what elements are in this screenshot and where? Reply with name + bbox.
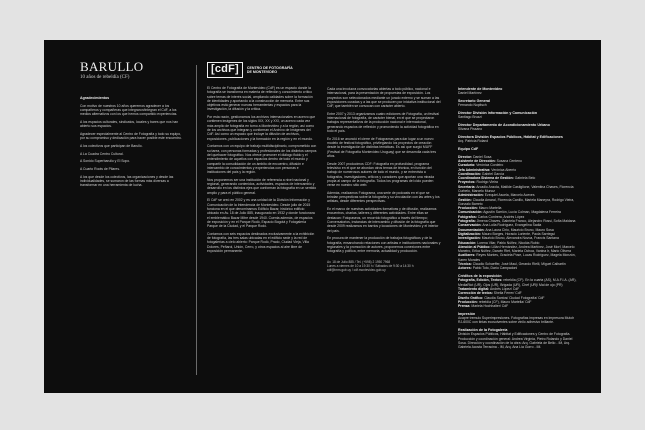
credit-line: Tratamiento digital: Andrés López/ CdF [458, 286, 520, 291]
authority-role: Director División Información y Comunicación [458, 110, 538, 115]
credit-line: Corrección de textos: Sheila Ferrer/ CdF [458, 291, 522, 296]
staff-line: Atención al Público: Lilián Hernández, Andrea Martínez, José Morf, Marcelo Maneiro, Erika Núñez, Darwin Riet, Mariela Ochoa, Vanina Ir, Mario Olivera [458, 244, 575, 254]
document-panel [44, 40, 601, 393]
about-paragraph: El CdF se creó en 2002 y es una unidad de la División Información y Comunicación de la Intendencia de Montevideo. Desde julio de 2015 funciona en el que denominamos Edificio Bazar, histórico edificio ubicado en Av. 18 de Julio 885, inaugurado en 1932 y donde funcionara el emblemático Bazar Mitre desde 1940. Cuenta además, de espacios de exposición y en el Parque Rodó, Espacio Bogotá y Fotogalería Parque de la Ciudad, y el Parque Rodó. [207, 198, 315, 229]
activities-column [327, 87, 441, 272]
staff-line: Gestión: Claudia Amaral, Florencia Canillo, Mariela Maneyra, Rodrigo Vieira, Gonzalo Barreto [458, 197, 575, 206]
contact-footer [327, 260, 441, 272]
acknowledgement-paragraph: A Sonido Superbarullo y El Sopo. [80, 159, 131, 164]
cdf-logo-mark: [cdF] [207, 62, 243, 78]
activities-paragraph: En el marco de nuestras actividades formativas y de difusión, realizamos encuentros, charlas, talleres y diferentes actividades. Entre ellas se destacan: Fotopaseos, un recorrido fotográfico a través del tiempo; Conversatorios, instancias de intercambio y difusión de la fotografía que desde 2009 realizamos en barrios y locaciones de Montevideo y el interior del país. [327, 207, 439, 233]
printing-heading: Impresión [458, 311, 476, 316]
credit-line: Diseño Gráfico: Claudia Santos/ Ciudad Fotografía/ CdF [458, 295, 545, 300]
staff-line: Educación: Lorena Vilar, Pablo Núñez, Nicolás Rubio [458, 240, 540, 245]
intro-column [80, 60, 184, 191]
gallery-heading: Realización de la Fotogalería [458, 328, 508, 333]
about-paragraph: Nos proponemos ser una institución de referencia a nivel nacional y regional, generando contenidos, actividades, espacios de intercambio y desarrollo en los distintos ejes que conforman la fotografía en un sentido amplio y para el público general. [207, 177, 317, 195]
authority-role: Secretario General [458, 98, 490, 103]
about-column [207, 62, 317, 257]
acknowledgement-paragraph: A La Cuadra Centro Cultural. [80, 151, 124, 156]
acknowledgement-paragraph: A los espacios culturales, sindicatos, locales y bares que nos han abierto sus espacios. [80, 119, 179, 129]
contact-line: cdf@imm.gub.uy / cdf.montevideo.gub.uy [327, 268, 386, 273]
cdf-logo [207, 62, 317, 78]
about-body [207, 86, 317, 253]
staff-line: Producción: Mauro Martella [458, 206, 502, 211]
staff-line: Coordinación: Gabriel García [458, 171, 504, 176]
staff-line: Jefa Administrativa: Verónica Aberrio [458, 167, 517, 172]
staff-line: Asistente de Dirección: Susana Centeno [458, 158, 522, 163]
activities-body [327, 87, 441, 253]
credit-line: Prensa: Mariela Hochhalter/ CdF [458, 304, 509, 309]
activities-paragraph: Entre 2007 y 2013 organizamos cuatro ediciones de Fotografía, un festival internacional de fotografía, de carácter bienal, en el que se proyectaron trabajos representativos de la producción nacional e internacional, generando espacios de reflexión y promoviendo la actividad fotográfica en todo el país. [327, 111, 439, 134]
acknowledgement-paragraph: A los colectivos que participan de Barullo. [80, 143, 143, 148]
authority-name: Fernando Nopitsch [458, 103, 487, 108]
page-subtitle: 10 años de rebeldía (CF) [80, 75, 130, 80]
staff-line: Director: Daniel Sosa [458, 154, 492, 159]
activities-paragraph: Desde 2007 producimos CDF: Fotografía en profundidad, programa televisivo en el que se abordan otros temas de técnica, en función del trabajo de numerosos autores de todo el mundo, y se entrevista a fotógrafos, investigadores, críticos y curadores que aportan una mirada propia al campo de la fotografía. Todos los programas del ciclo pueden verse en nuestro sitio web. [327, 161, 435, 188]
authority-role: Director Departamento de Acondicionamiento Urbano [458, 122, 550, 127]
exhibition-credits-heading: Créditos de la exposición [458, 274, 502, 279]
staff-line: Secretaría: Arcadio Anzola, Matilde Castiglione, Valentina Chaves, Florencia Curbelo, Marcelo Munoz [458, 184, 574, 193]
about-paragraph: Contamos con un equipo de trabajo multidisciplinario, comprometido con su tarea, con personas formadas y profesionales de los distintos campos del quehacer fotográfico. Nos ofrece promover el diálogo fluido y el entendimiento de aquellos con espacios dentro de todo el mundo y compartir la consolidación de un ámbito de encuentro, difusión e intercambio de conocimientos y experiencias con personas e instituciones del país y la región. [207, 144, 317, 175]
column-divider [196, 65, 197, 375]
staff-line: Investigación: Mauricio Bruno, Alexandra Novoa, Francis Santana [458, 236, 559, 241]
staff-line: Digitalización: Mauro Borges, Horacio Loriente, Paola Sarriegui [458, 231, 556, 236]
credit-line: Fotografía, Edición, Textos: rebeldía (CF). En la cuarta (AS), M.A.F.I.A. (AR), MediaRiot (UR), Ojos (UR), Brigada (UR), Chef (UR)/ Mal de ojo (PR) [458, 278, 577, 287]
authority-role: Intendente de Montevideo [458, 87, 503, 91]
staff-heading: Equipo CdF [458, 146, 479, 151]
page-title: BARULLO [80, 59, 144, 74]
authority-name: Santiago Bruzzi [458, 115, 482, 120]
authority-name: Daniel Martínez [458, 91, 482, 96]
contact-line: Lunes a viernes de 10 a 19:30 h / Sábados de 9:30 a 14:30 h [327, 264, 414, 269]
authority-name: Arq. Patricia Roland [458, 139, 489, 144]
staff-line: Documentación: Ana Laura Cirio, Mauricio Bruno, Mauro Sosa [458, 227, 554, 232]
acknowledgement-paragraph: Con motivo de nuestros 10 años queremos agradecer a los compañeros y compañeras que integraron/integran el CdF, a los medios alternativos con los que hemos compartido experiencias. [80, 103, 178, 117]
credits-column [458, 87, 578, 350]
staff-line: Actores: Pablo Toto, Darío Campadoni [458, 266, 518, 271]
staff-line: Proyectos: Rodrigo Vieira [458, 180, 498, 185]
authorities-list [458, 87, 578, 147]
credit-line: Producción: rebeldía (CF), Mauro Martella/ CdF [458, 299, 532, 304]
acknowledgements-body [80, 104, 184, 188]
authority-name: Silvana Pissano [458, 127, 483, 132]
activities-paragraph: En 2016 se anunció el cierre de Fotogramas para dar lugar a un nuevo modelo de festival fotográfico, privilegiando los proyectos de creación desde la investigación de distintas temáticas. Es así que surgió MUFF (Festival de Fotografía Montevideo Uruguay) que se desarrolla cada tres años. [327, 136, 437, 158]
staff-line: Auxiliares: Reyes Montes, Graciela Pose, Lucas Rodríguez, Magela Monzón, Karen Morales [458, 253, 576, 262]
staff-line: Coordinadora Sistema de Gestión: Gabriela Belo [458, 176, 536, 181]
staff-line: Fotografía: Jimena Chaves, Gabriela Franco, Alejandro Rossi, Sofía Maidana [458, 219, 576, 224]
activities-paragraph: Cada una involucra convocatorias abiertas a todo público, nacional e internacional, para la presentación de propuestas de exposición. Los proyectos son seleccionados mediante un jurado externo y se suman a las exposiciones curadas y a las que se producen por iniciativa institucional del CdF, que también se convocan con carácter abierto. [327, 87, 441, 109]
acknowledgement-paragraph: A Cuarto Roots de Pilares. [80, 167, 120, 171]
staff-line: Fotógrafos: Carlos Contrera, Andrés López [458, 214, 525, 219]
about-paragraph: Contamos con seis espacios destinados exclusivamente a la exhibición de fotografía, las tres salas ubicadas en el edificio sede y la red de fotogalerías a cielo abierto: Parque Rodó, Prado, Ciudad Vieja, Villa Dolores, Peñarol, Unión, Cerro, y otros espacios al aire libre de exposición permanente. [207, 231, 315, 254]
acknowledgements-heading: Agradecimientos [80, 96, 110, 100]
acknowledgement-paragraph: A los que desde los colectivos, las organizaciones y desde las individualidades, se sumaron de las formas más diversas a transformar en una herramienta de lucha. [80, 174, 174, 188]
activities-paragraph: Además, realizamos Fotograma, una serie de podcasts en el que se brindan perspectivas sobre la fotografía y su vinculación con las artes y los artistas, desde diferentes perspectivas. [327, 190, 440, 204]
exhibition-credits [458, 278, 578, 308]
activities-paragraph: En procura de mantener la producción de trabajos fotográficos y de la fotografía, ensanchando relaciones con artistas e instituciones nacionales y regionales y la promoción de autores, proponemos conexiones entre fotografía y política, entre memoria, actualidad y producción. [327, 236, 441, 254]
gallery-text: División Espacios Públicos, Hábitat y Edificaciones y Centro de Fotografía. Producción y coordinación general: Andrea Virginia, Pietro Rolando y Daniel Sosa. Dirección y coordinación de la obra: Arq. Gabriela de Bello - IM, Arq. Gabriela Acosta Terracina - IM, Arq. Ana Lía Gorro - IM. [458, 332, 573, 350]
contact-line: Av. 18 de Julio 885 / Tel. (+598) 2 1950 7968 [327, 260, 391, 265]
about-paragraph: El Centro de Fotografía de Montevideo (CdF) es un espacio donde la fotografía se transforma en materia de reflexión y conocimiento crítico sobre temas de interés social, ampliando calidades sobre la formación de identidades y aportando a la construcción de memoria. Entre sus objetivos está generar nuevas herramientas y espacios para la investigación, la difusión y la crítica. [207, 86, 313, 112]
staff-line: Administración: Ezequiel Ascela, Marcelo Aceves [458, 193, 535, 198]
staff-line: Técnica: Claudio Schaeffer, José Maul, Gerardo Rielli, Miguel Calhartin [458, 262, 566, 267]
staff-line: Curaduría: Verónica Cordeiro [458, 163, 504, 168]
authority-role: Directora División Espacios Públicos, Hábitat y Edificaciones [458, 134, 563, 139]
printing-text: Acapre tremulo Superimpresiones. Fotografías impresas en impresora Mutoh RJ-600C con tintas ecosolventes sobre vinilo adhesivo brillante. [458, 316, 575, 325]
staff-line: Comunicación: Agustín Sarrión, Lucía Colman, Magdalena Ferreira [458, 210, 561, 215]
about-paragraph: Por esta razón, gestionamos los archivos internacionales en acervo que contienen imágenes de los siglos XIX, XX y XXI, un acervo cada vez más amplio de fotografía en torno a Montevideo y a la región, así como de los archivos que integran y conforman el Archivo de Imágenes del CdF. Así como un espacio que incluye la difusión de archivos, exposiciones, publicaciones y la formación en la región y en el mundo. [207, 115, 316, 141]
cdf-logo-text: CENTRO DE FOTOGRAFÍA DE MONTEVIDEO [246, 65, 293, 74]
staff-line: Conservación: Ana Lolla Rodríguez, Evangelina Sadia [458, 223, 542, 228]
staff-list [458, 155, 578, 271]
acknowledgement-paragraph: Agradecer especialmente al Centro de Fotografía y todo su equipo, por su compromiso y dedicación para hacer posible este encuentro. [80, 131, 182, 141]
